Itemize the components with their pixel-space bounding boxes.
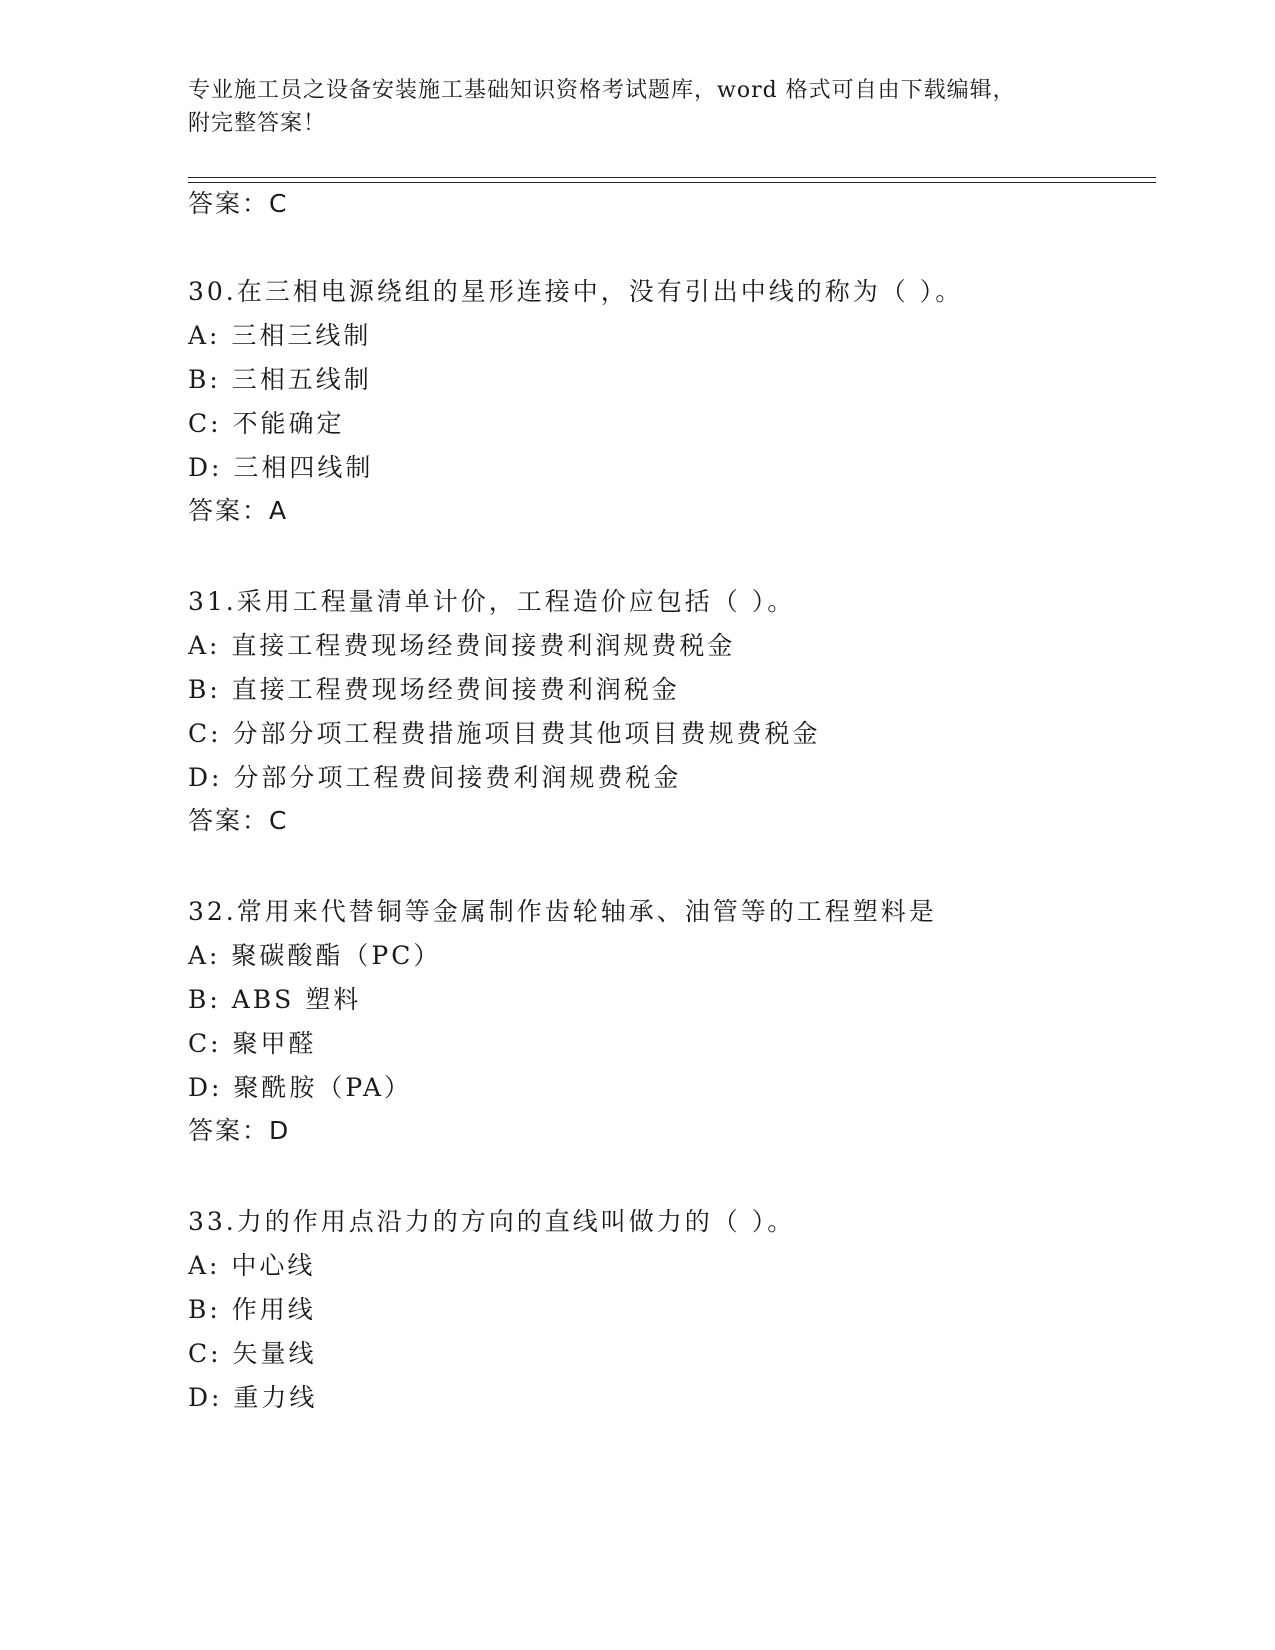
question-30-option-a: A: 三相三线制 xyxy=(188,321,372,350)
question-30-option-b: B: 三相五线制 xyxy=(188,365,372,394)
question-32-stem: 32.常用来代替铜等金属制作齿轮轴承、油管等的工程塑料是 xyxy=(188,897,937,926)
question-30-stem: 30.在三相电源绕组的星形连接中，没有引出中线的称为（ ）。 xyxy=(188,277,964,306)
question-31-option-a: A: 直接工程费现场经费间接费利润规费税金 xyxy=(188,631,736,660)
question-33-option-b: B: 作用线 xyxy=(188,1295,316,1324)
question-32-option-a: A: 聚碳酸酯（PC） xyxy=(188,941,442,970)
previous-answer: 答案：C xyxy=(188,189,289,218)
question-33-stem: 33.力的作用点沿力的方向的直线叫做力的（ ）。 xyxy=(188,1207,796,1236)
question-32-option-c: C: 聚甲醛 xyxy=(188,1029,317,1058)
question-30-option-d: D: 三相四线制 xyxy=(188,453,374,482)
header-divider-bottom xyxy=(188,182,1156,183)
question-30-option-c: C: 不能确定 xyxy=(188,409,345,438)
question-32-option-d: D: 聚酰胺（PA） xyxy=(188,1073,412,1102)
question-33-option-a: A: 中心线 xyxy=(188,1251,316,1280)
question-30-answer: 答案：A xyxy=(188,496,289,525)
header-divider-top xyxy=(188,177,1156,178)
question-32-option-b: B: ABS 塑料 xyxy=(188,985,362,1014)
document-header xyxy=(188,74,1088,140)
header-line-1: 专业施工员之设备安装施工基础知识资格考试题库，word 格式可自由下载编辑， xyxy=(188,78,1016,103)
question-32-answer: 答案：D xyxy=(188,1116,291,1145)
question-31-answer: 答案：C xyxy=(188,806,289,835)
question-33-option-d: D: 重力线 xyxy=(188,1383,318,1412)
question-31-option-b: B: 直接工程费现场经费间接费利润税金 xyxy=(188,675,680,704)
question-33-option-c: C: 矢量线 xyxy=(188,1339,317,1368)
question-31-option-d: D: 分部分项工程费间接费利润规费税金 xyxy=(188,763,682,792)
question-31-stem: 31.采用工程量清单计价，工程造价应包括（ ）。 xyxy=(188,587,796,616)
header-line-2: 附完整答案！ xyxy=(188,111,327,136)
question-31-option-c: C: 分部分项工程费措施项目费其他项目费规费税金 xyxy=(188,719,821,748)
